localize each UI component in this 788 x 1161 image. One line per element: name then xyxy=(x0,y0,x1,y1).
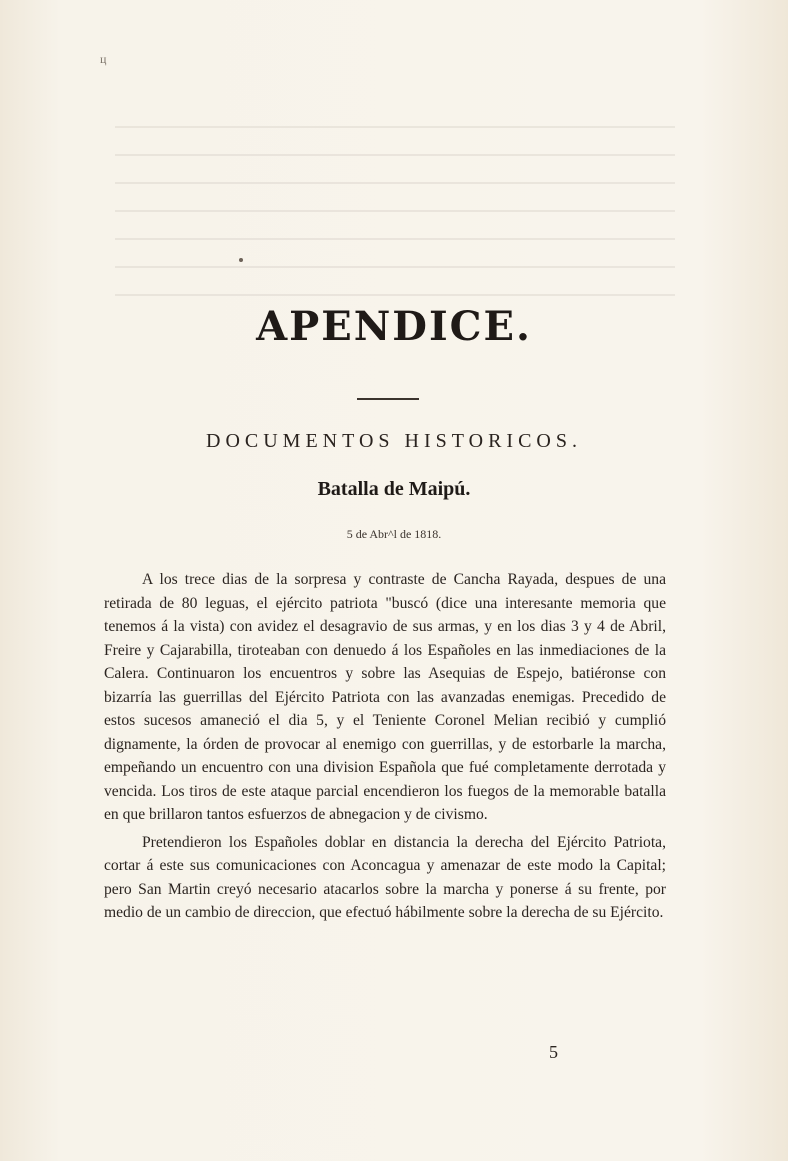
paragraph-1: A los trece dias de la sorpresa y contraste de Cancha Rayada, despues de una retirada de 80 leguas, el ejército patriota "buscó (dice una interesante memoria que tenemos á la vista) con avidez el desagravio de sus armas, y en los dias 3 y 4 de Abril, Freire y Cajarabilla, tiroteaban con denuedo á los Españoles en las inmediaciones de la Calera. Continuaron los encuentros y sobre las Asequias de Espejo, batiéronse con bizarría las guerrillas del Ejército Patriota con las avanzadas enemigas. Precedido de estos sucesos amaneció el dia 5, y el Teniente Coronel Melian recibió y cumplió dignamente, la órden de provocar al enemigo con guerrillas, y de estorbarle la marcha, empeñando un encuentro con una division Española que fué completamente derrotada y vencida. Los tiros de este ataque parcial encendieron los fuegos de la memorable batalla en que brillaron tantos esfuerzos de abnegacion y de civismo. xyxy=(104,571,666,823)
corner-mark: ц xyxy=(100,52,107,66)
document-title: Batalla de Maipú. xyxy=(317,478,471,500)
page-number: 5 xyxy=(549,1042,558,1062)
document-date: 5 de Abr^l de 1818. xyxy=(346,527,442,541)
section-subheading: DOCUMENTOS HISTORICOS. xyxy=(206,430,582,452)
appendix-heading: APENDICE. xyxy=(256,303,532,350)
heading-rule xyxy=(357,398,419,400)
bleed-through-text xyxy=(115,100,675,310)
paragraph-2: Pretendieron los Españoles doblar en distancia la derecha del Ejército Patriota, cortar á este sus comunicaciones con Aconcagua y amenazar de este modo la Capital; pero San Martin creyó necesario atacarlos sobre la marcha y ponerse á su frente, por medio de un cambio de direccion, que efectuó hábilmente sobre la derecha de su Ejército. xyxy=(104,833,666,921)
body-text xyxy=(104,568,666,925)
